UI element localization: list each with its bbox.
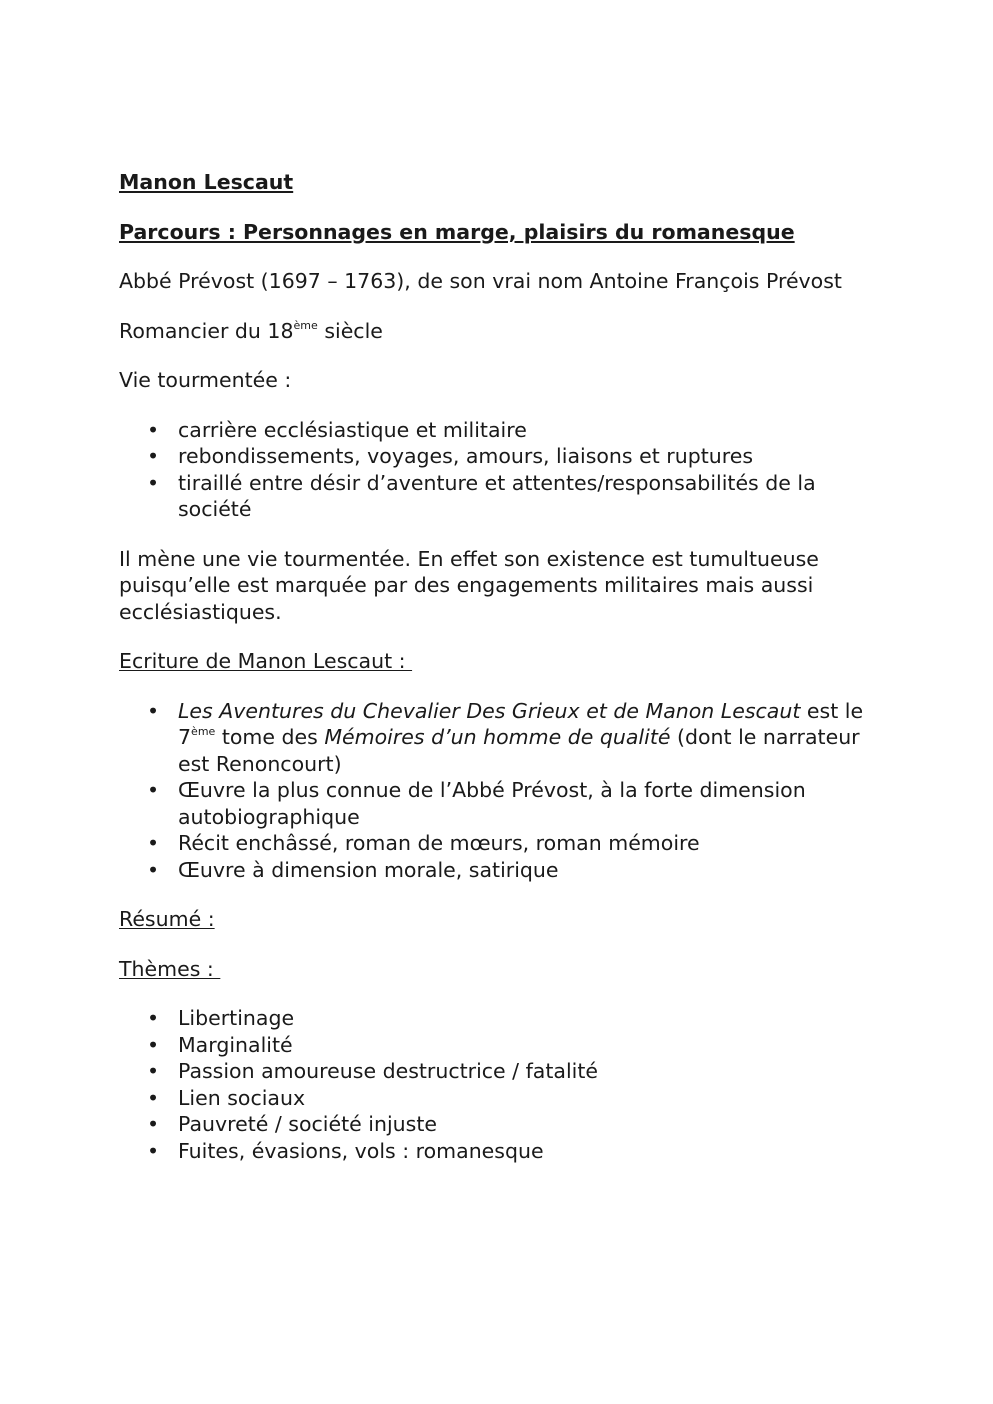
list-item: • tiraillé entre désir d’aventure et attentes/responsabilités de la société — [147, 470, 816, 521]
bullet: • — [147, 778, 160, 802]
list-item: • rebondissements, voyages, amours, liaisons et ruptures — [147, 444, 754, 468]
resume-section — [119, 906, 879, 933]
themes-label: Thèmes : — [119, 956, 221, 981]
document-title: Manon Lescaut — [119, 170, 294, 194]
list-item: • Œuvre à dimension morale, satirique — [147, 857, 559, 882]
bullet: • — [147, 1138, 160, 1163]
list-item: • Marginalité — [147, 1032, 293, 1057]
list-item: • Les Aventures du Chevalier Des Grieux et de Manon Lescaut est le 7ème tome des Mémoires d’un homme de qualité (dont le narrateur est Renoncourt) — [147, 698, 864, 776]
document-body — [119, 169, 879, 1187]
themes-section — [119, 956, 879, 983]
list-item: • Lien sociaux — [147, 1085, 306, 1110]
resume-label: Résumé : — [119, 907, 215, 931]
bullet: • — [147, 698, 160, 723]
bullet: • — [147, 831, 160, 855]
bullet: • — [147, 1032, 160, 1057]
themes-list — [119, 1005, 879, 1164]
bullet: • — [147, 857, 160, 882]
vie-list — [119, 417, 879, 523]
ecriture-section — [119, 648, 879, 675]
paragraph: Il mène une vie tourmentée. En effet son existence est tumultueuse puisqu’elle est marquée par des engagements militaires mais aussi ecclésiastiques. — [119, 546, 819, 624]
bullet: • — [147, 1112, 160, 1136]
romancier-line: Romancier du 18ème siècle — [119, 318, 383, 343]
list-item: • Pauvreté / société injuste — [147, 1112, 437, 1136]
ecriture-label: Ecriture de Manon Lescaut : — [119, 649, 413, 673]
document-subtitle: Parcours : Personnages en marge, plaisirs du romanesque — [119, 219, 795, 244]
bullet: • — [147, 1085, 160, 1110]
list-item: • Fuites, évasions, vols : romanesque — [147, 1138, 544, 1163]
bullet: • — [147, 1059, 160, 1083]
list-item: • carrière ecclésiastique et militaire — [147, 417, 527, 442]
list-item: • Libertinage — [147, 1006, 295, 1030]
author-line: Abbé Prévost (1697 – 1763), de son vrai nom Antoine François Prévost — [119, 269, 842, 293]
list-item: • Passion amoureuse destructrice / fatalité — [147, 1059, 599, 1083]
ecriture-list — [119, 698, 879, 884]
list-item: • Récit enchâssé, roman de mœurs, roman mémoire — [147, 831, 700, 855]
bullet: • — [147, 1006, 160, 1030]
list-item: • Œuvre la plus connue de l’Abbé Prévost, à la forte dimension autobiographique — [147, 778, 806, 829]
bullet: • — [147, 417, 160, 442]
bullet: • — [147, 444, 160, 468]
vie-label: Vie tourmentée : — [119, 368, 292, 392]
bullet: • — [147, 470, 160, 495]
